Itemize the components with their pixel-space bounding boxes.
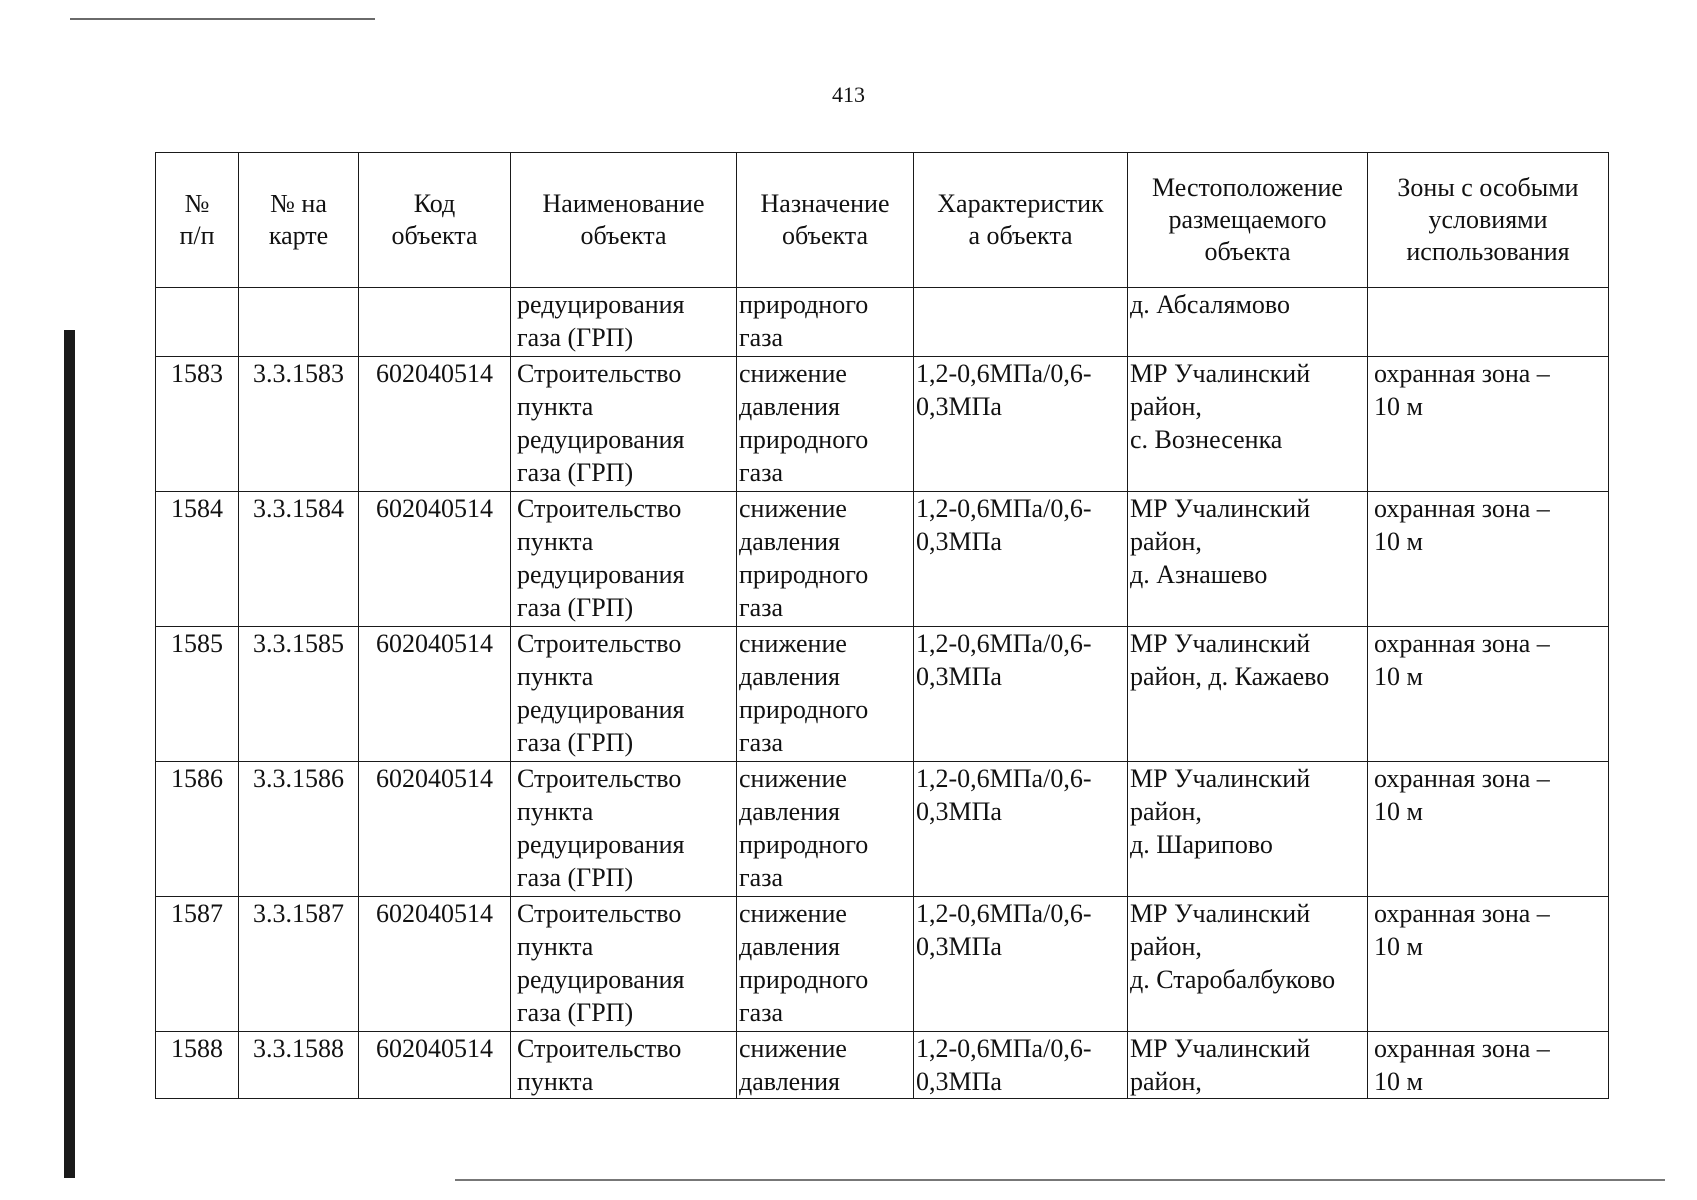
cell-purpose: снижение давления: [737, 1032, 914, 1099]
cell-num: 1585: [156, 627, 239, 762]
cell-num: 1583: [156, 357, 239, 492]
cell-characteristic: [914, 288, 1128, 357]
cell-characteristic: 1,2-0,6МПа/0,6- 0,3МПа: [914, 1032, 1128, 1099]
cell-code: 602040514: [359, 1032, 511, 1099]
cell-name: Строительство пункта редуцирования газа (ГРП): [511, 492, 737, 627]
cell-characteristic: 1,2-0,6МПа/0,6- 0,3МПа: [914, 627, 1128, 762]
scan-edge-line-bottom: [455, 1179, 1665, 1181]
cell-characteristic: 1,2-0,6МПа/0,6- 0,3МПа: [914, 357, 1128, 492]
cell-map-no: 3.3.1587: [239, 897, 359, 1032]
cell-location: МР Учалинский район,: [1128, 1032, 1368, 1099]
cell-map-no: 3.3.1584: [239, 492, 359, 627]
cell-name: Строительство пункта редуцирования газа (ГРП): [511, 897, 737, 1032]
cell-name: Строительство пункта редуцирования газа (ГРП): [511, 762, 737, 897]
cell-zones: охранная зона – 10 м: [1368, 492, 1609, 627]
table-row-continuation: [156, 288, 1609, 357]
cell-zones: охранная зона – 10 м: [1368, 897, 1609, 1032]
cell-purpose: природного газа: [737, 288, 914, 357]
cell-location: МР Учалинский район, д. Азнашево: [1128, 492, 1368, 627]
cell-code: 602040514: [359, 627, 511, 762]
cell-map-no: [239, 288, 359, 357]
page-number: 413: [832, 82, 865, 107]
cell-location: МР Учалинский район, д. Старобалбуково: [1128, 897, 1368, 1032]
cell-purpose: снижение давления природного газа: [737, 357, 914, 492]
cell-name: Строительство пункта: [511, 1032, 737, 1099]
cell-characteristic: 1,2-0,6МПа/0,6- 0,3МПа: [914, 897, 1128, 1032]
table-header-row: [156, 153, 1609, 288]
cell-num: [156, 288, 239, 357]
cell-zones: охранная зона – 10 м: [1368, 357, 1609, 492]
cell-purpose: снижение давления природного газа: [737, 762, 914, 897]
objects-table: [155, 152, 1609, 1099]
cell-name: редуцирования газа (ГРП): [511, 288, 737, 357]
scan-binding-shadow: [64, 330, 75, 1178]
cell-name: Строительство пункта редуцирования газа (ГРП): [511, 627, 737, 762]
cell-num: 1588: [156, 1032, 239, 1099]
cell-zones: [1368, 288, 1609, 357]
cell-code: 602040514: [359, 762, 511, 897]
cell-characteristic: 1,2-0,6МПа/0,6- 0,3МПа: [914, 492, 1128, 627]
table-row: [156, 492, 1609, 627]
cell-location: МР Учалинский район, д. Кажаево: [1128, 627, 1368, 762]
header-code: Код объекта: [359, 153, 511, 288]
cell-purpose: снижение давления природного газа: [737, 627, 914, 762]
table-row: [156, 897, 1609, 1032]
cell-purpose: снижение давления природного газа: [737, 492, 914, 627]
cell-purpose: снижение давления природного газа: [737, 897, 914, 1032]
cell-code: 602040514: [359, 897, 511, 1032]
cell-location: МР Учалинский район, с. Вознесенка: [1128, 357, 1368, 492]
cell-code: 602040514: [359, 492, 511, 627]
header-name: Наименование объекта: [511, 153, 737, 288]
header-zones: Зоны с особыми условиями использования: [1368, 153, 1609, 288]
table-row: [156, 627, 1609, 762]
cell-code: [359, 288, 511, 357]
cell-zones: охранная зона – 10 м: [1368, 1032, 1609, 1099]
cell-name: Строительство пункта редуцирования газа (ГРП): [511, 357, 737, 492]
cell-zones: охранная зона – 10 м: [1368, 762, 1609, 897]
cell-map-no: 3.3.1588: [239, 1032, 359, 1099]
cell-map-no: 3.3.1586: [239, 762, 359, 897]
cell-zones: охранная зона – 10 м: [1368, 627, 1609, 762]
cell-code: 602040514: [359, 357, 511, 492]
cell-characteristic: 1,2-0,6МПа/0,6- 0,3МПа: [914, 762, 1128, 897]
cell-location: д. Абсалямово: [1128, 288, 1368, 357]
scan-edge-line-top: [70, 18, 375, 20]
cell-map-no: 3.3.1585: [239, 627, 359, 762]
cell-num: 1586: [156, 762, 239, 897]
cell-num: 1587: [156, 897, 239, 1032]
cell-num: 1584: [156, 492, 239, 627]
table-row: [156, 762, 1609, 897]
table-row: [156, 357, 1609, 492]
header-characteristic: Характеристик а объекта: [914, 153, 1128, 288]
header-map-no: № на карте: [239, 153, 359, 288]
table-row: [156, 1032, 1609, 1099]
header-location: Местоположение размещаемого объекта: [1128, 153, 1368, 288]
header-purpose: Назначение объекта: [737, 153, 914, 288]
cell-map-no: 3.3.1583: [239, 357, 359, 492]
header-num: № п/п: [156, 153, 239, 288]
cell-location: МР Учалинский район, д. Шарипово: [1128, 762, 1368, 897]
